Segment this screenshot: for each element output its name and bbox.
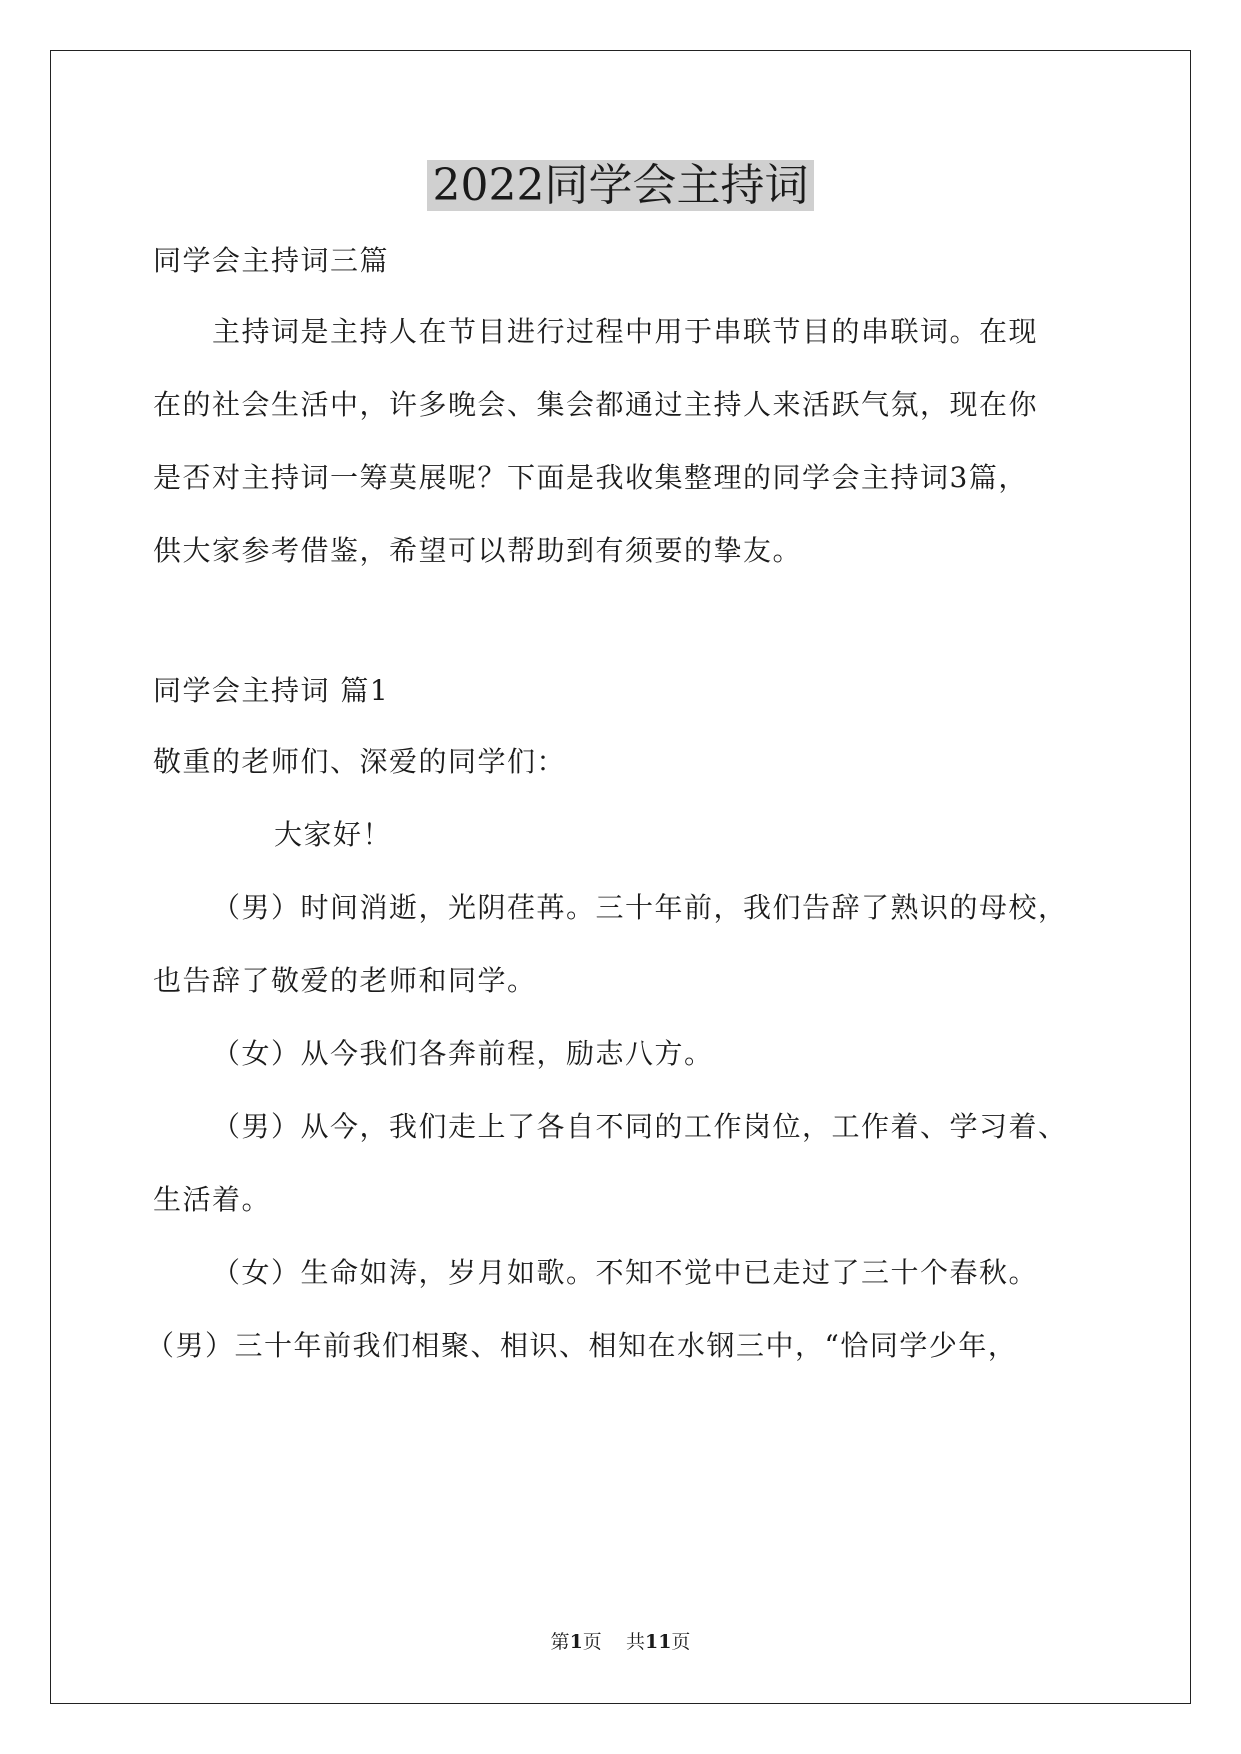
paragraph-line: 敬重的老师们、深爱的同学们： bbox=[153, 745, 567, 778]
paragraph-line: 供大家参考借鉴，希望可以帮助到有须要的挚友。 bbox=[153, 534, 803, 567]
document-title-text: 2022同学会主持词 bbox=[427, 160, 815, 211]
paragraph-line: （男）从今，我们走上了各自不同的工作岗位，工作着、学习着、 bbox=[212, 1110, 1068, 1143]
section-heading: 同学会主持词 篇1 bbox=[153, 674, 390, 707]
paragraph-line: （男）三十年前我们相聚、相识、相知在水钢三中，“恰同学少年， bbox=[146, 1329, 1018, 1362]
paragraph-line: 也告辞了敬爱的老师和同学。 bbox=[153, 964, 537, 997]
paragraph-line: （男）时间消逝，光阴荏苒。三十年前，我们告辞了熟识的母校， bbox=[212, 891, 1068, 924]
footer-current-page: 1 bbox=[569, 1631, 583, 1653]
paragraph-line: （女）从今我们各奔前程，励志八方。 bbox=[212, 1037, 714, 1070]
section-heading: 同学会主持词三篇 bbox=[153, 244, 390, 277]
paragraph-line: 在的社会生活中，许多晚会、集会都通过主持人来活跃气氛，现在你 bbox=[153, 388, 1039, 421]
document-title bbox=[0, 158, 1241, 214]
page-border bbox=[50, 50, 1191, 1704]
paragraph-line: 主持词是主持人在节目进行过程中用于串联节目的串联词。在现 bbox=[212, 315, 1039, 348]
footer-prefix: 第 bbox=[550, 1631, 570, 1653]
footer-total-pages: 11 bbox=[644, 1631, 672, 1653]
footer-suffix: 页 bbox=[671, 1631, 691, 1653]
paragraph-line: （女）生命如涛，岁月如歌。不知不觉中已走过了三十个春秋。 bbox=[212, 1256, 1039, 1289]
page-footer bbox=[0, 1630, 1241, 1654]
paragraph-line: 大家好！ bbox=[274, 818, 393, 851]
footer-middle: 页 共 bbox=[582, 1631, 645, 1653]
paragraph-line: 生活着。 bbox=[153, 1183, 272, 1216]
paragraph-line: 是否对主持词一筹莫展呢？下面是我收集整理的同学会主持词3篇， bbox=[153, 461, 1028, 494]
